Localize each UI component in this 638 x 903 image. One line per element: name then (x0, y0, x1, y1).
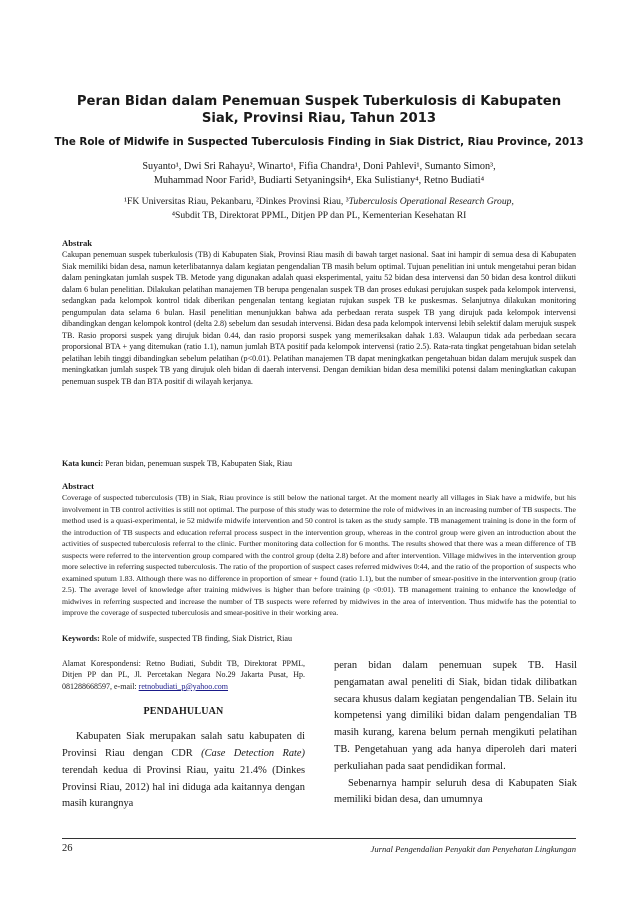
affiliation-part-2: Tuberculosis Operational Research Group, (348, 196, 514, 207)
abstract-section (62, 480, 576, 619)
abstrak-text: Cakupan penemuan suspek tuberkulosis (TB) di Kabupaten Siak, Provinsi Riau masih di bawah target nasional. Saat ini hampir di semua desa di Kabupaten Siak memiliki bidan desa, namun keterlibatannya dalam kegiatan pengendalian TB masih belum optimal. Tujuan penelitian ini untuk mengetahui peran bidan dalam peningkatan jumlah suspek TB. Metode yang digunakan adalah quasi eksperimental, yaitu 52 bidan desa intervensi dan 50 bidan desa kontrol diikuti dalam 6 bulan penelitian. Dilakukan pelatihan manajemen TB berupa pengenalan suspek TB dan proses edukasi perujukan suspek pada kelompok intervensi, sedangkan pada kelompok kontrol tidak diberikan pengenalan tentang kegiatan rujukan suspek TB ke puskesmas. Selanjutnya dilakukan monitoring pengumpulan data selama 6 bulan. Hasil penelitian menunjukkan bahwa ada perbedaan rerata suspek TB yang dirujuk pada kelompok intervensi dibandingkan dengan kelompok kontrol (delta 2.8) sebelum dan sesudah intervensi. Bidan desa pada kelompok intervensi lebih selektif dalam merujuk suspek TB. Rasio proporsi suspek yang dirujuk bidan 0.44, dan rasio proporsi suspek yang memeriksakan dahak 1.83. Walaupun tidak ada perbedaan secara proporsional BTA + yang ditemukan (ratio 1.1), namun jumlah BTA positif pada kelompok intervensi (ratio 2.5). Rata-rata tingkat pengetahuan bidan setelah pelatihan lebih tinggi dibandingkan sebelum pelatihan (p<0.01). Pelatihan manajemen TB dapat meningkatkan pengetahuan bidan dalam merujuk suspek dan meningkatkan jumlah suspek TB yang dirujuk oleh bidan di daerah intervensi. Dengan demikian bidan desa memiliki potensi dalam meningkatkan cakupan penemuan suspek TB dan BTA positif di wilayah kerjanya. (62, 250, 576, 387)
correspondence-address (62, 658, 305, 692)
correspondence-email-link[interactable]: retnobudiati_p@yahoo.com (138, 681, 229, 691)
keywords-value: Role of midwife, suspected TB finding, Siak District, Riau (99, 634, 293, 643)
kata-kunci-label: Kata kunci: (62, 459, 104, 468)
affiliations (60, 195, 578, 223)
keywords-label: Keywords: (62, 634, 100, 643)
intro-paragraph (62, 729, 305, 813)
kata-kunci-value: Peran bidan, penemuan suspek TB, Kabupaten Siak, Riau (103, 459, 293, 468)
abstrak-section (62, 237, 576, 388)
affiliation-part-1: ¹FK Universitas Riau, Pekanbaru, ²Dinkes Provinsi Riau, ³ (124, 196, 349, 207)
footer-divider (62, 838, 576, 839)
author-line-1: Suyanto¹, Dwi Sri Rahayu², Winarto¹, Fifia Chandra¹, Doni Pahlevi¹, Sumanto Simon³, (142, 161, 496, 172)
keywords (62, 633, 576, 644)
affiliation-line-1 (60, 195, 578, 209)
intro-text-italic: (Case Detection Rate) (201, 748, 305, 760)
right-paragraph-1: peran bidan dalam penemuan supek TB. Hasil pengamatan awal peneliti di Siak, bidan tidak dilibatkan secara khusus dalam kegiatan pengendalian TB. Selain itu kompetensi yang dimiliki bidan dalam pengendalian TB masih kurang, karena belum pernah mengikuti pelatihan TB. Pengetahuan yang ada hanya diperoleh dari materi perkuliahan pada saat pendidikan formal. (334, 660, 577, 772)
right-column (334, 658, 577, 809)
kata-kunci (62, 458, 576, 469)
paper-subtitle: The Role of Midwife in Suspected Tuberculosis Finding in Siak District, Riau Province, 2013 (54, 136, 584, 148)
abstrak-heading: Abstrak (62, 238, 93, 248)
page-number: 26 (62, 843, 73, 854)
section-heading-pendahuluan: PENDAHULUAN (143, 706, 224, 718)
author-list (80, 160, 558, 188)
affiliation-line-2: ⁴Subdit TB, Direktorat PPML, Ditjen PP dan PL, Kementerian Kesehatan RI (171, 210, 467, 221)
paper-title: Peran Bidan dalam Penemuan Suspek Tuberkulosis di Kabupaten Siak, Provinsi Riau, Tahun 2013 (76, 94, 562, 126)
right-paragraph-2: Sebenarnya hampir seluruh desa di Kabupaten Siak memiliki bidan desa, dan umumnya (334, 777, 577, 806)
abstract-heading: Abstract (62, 481, 94, 491)
journal-name: Jurnal Pengendalian Penyakit dan Penyehatan Lingkungan (370, 844, 576, 854)
abstract-text: Coverage of suspected tuberculosis (TB) in Siak, Riau province is still below the national target. At the moment nearly all villages in Siak have a midwife, but his involvement in TB control activities is still not optimal. The purpose of this study was to determine the role of midwives in an increasing number of TB suspects. The method used is a quasi-experimental, ie 52 midwife midwife intervention and 50 control is taken as the study sample. TB management training is done in the form of the introduction of TB suspects and education referral process suspect in the intervention group, whereas in the control group were given an introduction about the activities of suspected tuberculosis referral to the clinic. Further monitoring data collection for 6 months. The results showed that there was a mean difference of TB suspects were referred to the intervention group compared with the control group (delta 2.8) before and after intervention. Village midwives in the intervention group more selective in referring suspected tuberculosis. The ratio of the proportion of suspect cases referred midwives 0:44, and the ratio of the proportion of suspects who examined sputum 1.83. Although there was no difference in proportion of smear + found (ratio 1.1), but the number of smear-positive in the intervention group (ratio 2.5). The average level of knowledge after training midwives is higher than before training (p <0:01). TB management training to enhance the knowledge of midwives in referring suspected and increase the number of TB suspects were referred by midwives in the area of intervention. Thus midwife has the potential to improve the coverage of suspected tuberculosis and smear-positive in their working area. (62, 493, 577, 618)
intro-text-part-1: Kabupaten Siak merupakan salah satu kabupaten di Provinsi Riau dengan CDR (62, 731, 305, 760)
left-column (62, 658, 305, 813)
intro-text-part-2: terendah kedua di Provinsi Riau, yaitu 21.4% (Dinkes Provinsi Riau, 2012) hal ini diduga ada kaitannya dengan masih kurangnya (62, 764, 305, 810)
author-line-2: Muhammad Noor Farid³, Budiarti Setyaningsih⁴, Eka Sulistiany⁴, Retno Budiati⁴ (153, 175, 485, 186)
correspondence-text: Alamat Korespondensi: Retno Budiati, Subdit TB, Direktorat PPML, Ditjen PP dan PL, Jl. Percetakan Negara No.29 Jakarta Pusat, Hp. 081288668597, e-mail: (62, 659, 305, 691)
